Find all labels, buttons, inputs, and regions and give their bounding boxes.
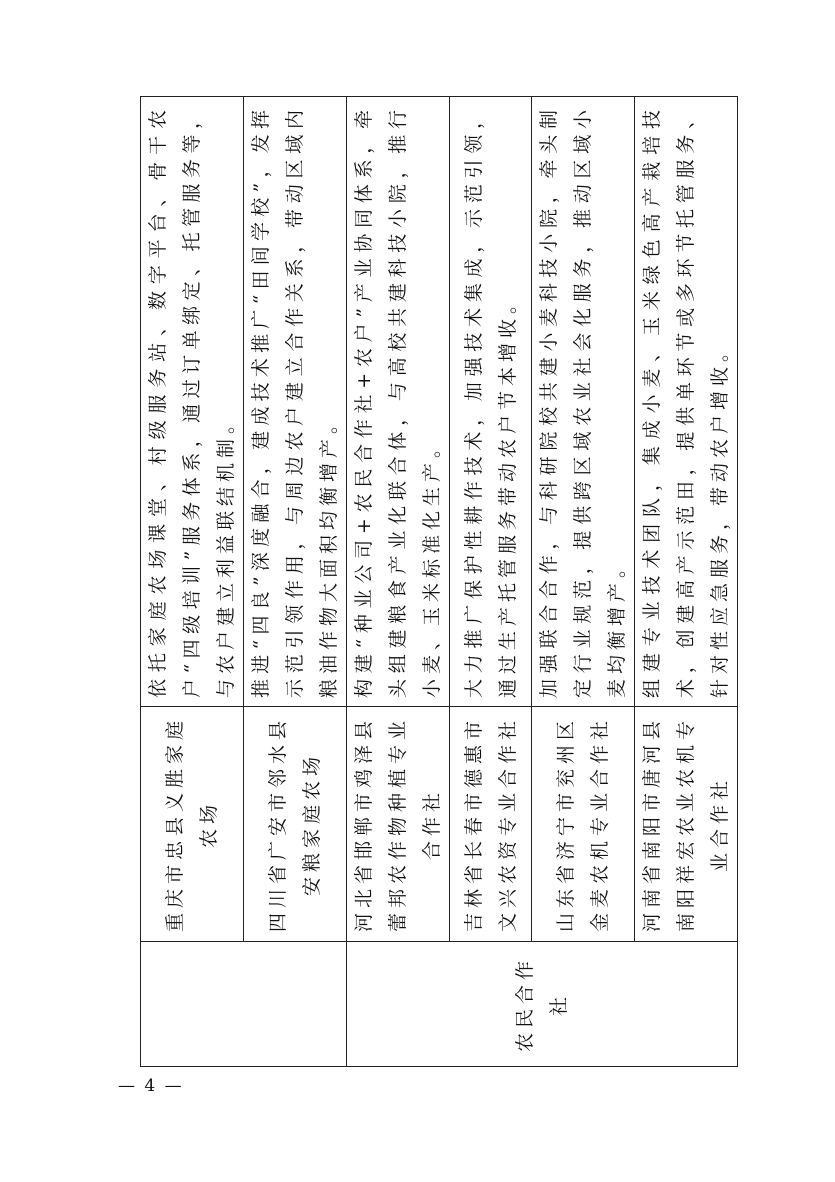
table-row	[450, 97, 532, 1067]
entity-description-cell: 组建专业技术团队，集成小麦、玉米绿色高产栽培技术，创建高产示范田，提供单环节或多环节托管服务、针对性应急服务，带动农户增收。	[635, 97, 738, 707]
page-number: — 4 —	[118, 1076, 184, 1096]
entity-name-cell: 河北省邯郸市鸡泽县蕾邦农作物种植专业合作社	[347, 707, 450, 942]
table-row	[532, 97, 635, 1067]
entity-name-cell: 河南省南阳市唐河县南阳祥宏农业农机专业合作社	[635, 707, 738, 942]
table-row	[347, 97, 450, 1067]
entity-description-cell: 大力推广保护性耕作技术，加强技术集成，示范引领，通过生产托管服务带动农户节本增收。	[450, 97, 532, 707]
table-row	[635, 97, 738, 1067]
entity-name-cell: 山东省济宁市兖州区金麦农机专业合作社	[532, 707, 635, 942]
entity-description-cell: 依托家庭农场课堂、村级服务站、数字平台、骨干农户“四级培训”服务体系，通过订单绑定、托管服务等，与农户建立利益联结机制。	[141, 97, 244, 707]
table-row	[141, 97, 244, 1067]
entity-description-cell: 构建“种业公司+农民合作社+农户”产业协同体系，牵头组建粮食产业化联合体，与高校共建科技小院，推行小麦、玉米标准化生产。	[347, 97, 450, 707]
entity-description-cell: 推进“四良”深度融合，建成技术推广“田间学校”，发挥示范引领作用，与周边农户建立合作关系，带动区域内粮油作物大面积均衡增产。	[244, 97, 347, 707]
rotated-table-container	[140, 97, 731, 1067]
entity-description-cell: 加强联合合作，与科研院校共建小麦科技小院，牵头制定行业规范，提供跨区域农业社会化服务，推动区域小麦均衡增产。	[532, 97, 635, 707]
entity-name-cell: 四川省广安市邻水县安粮家庭农场	[244, 707, 347, 942]
entity-name-cell: 重庆市忠县义胜家庭农场	[141, 707, 244, 942]
table-row	[244, 97, 347, 1067]
farm-entity-table	[140, 96, 738, 1067]
entity-name-cell: 吉林省长春市德惠市文兴农资专业合作社	[450, 707, 532, 942]
category-cell-cooperative: 农民合作社	[347, 942, 738, 1067]
category-cell-family-farm	[141, 942, 347, 1067]
